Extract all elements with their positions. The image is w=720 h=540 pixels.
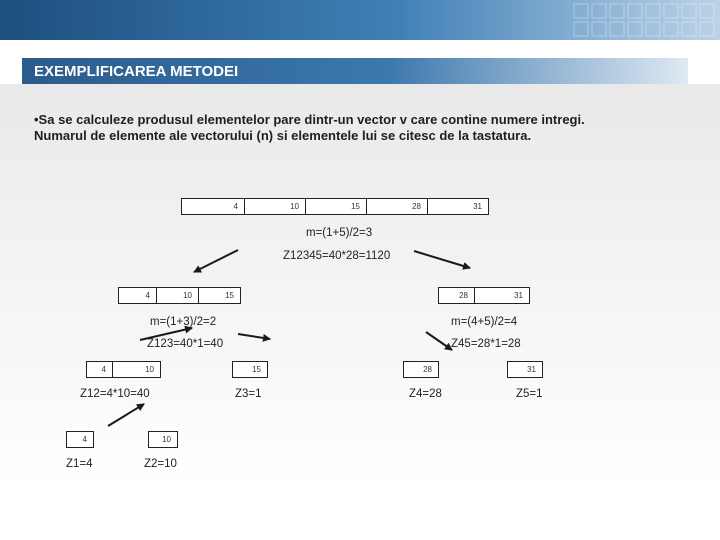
arrow-right-prod (426, 332, 452, 350)
vector-cell: 10 (244, 198, 306, 215)
vector-cell: 4 (86, 361, 113, 378)
left-product-label: Z123=40*1=40 (147, 338, 224, 350)
vector-right-left (403, 361, 439, 378)
arrow-z12 (108, 404, 144, 426)
right-product-label: Z45=28*1=28 (451, 338, 521, 350)
vector-cell: 4 (181, 198, 245, 215)
vector-cell: 15 (198, 287, 241, 304)
arrow-lr-to-left (238, 334, 270, 339)
vector-cell: 10 (112, 361, 161, 378)
vector-left-left (86, 361, 161, 378)
arrow-root-to-left (194, 250, 238, 272)
vector-left (118, 287, 241, 304)
root-midpoint-label: m=(1+5)/2=3 (306, 227, 373, 239)
vector-cell: 31 (507, 361, 543, 378)
vector-cell: 15 (305, 198, 367, 215)
z2-label: Z2=10 (144, 458, 177, 470)
vector-leaf-1 (66, 431, 94, 448)
problem-line-2: Numarul de elemente ale vectorului (n) si elementele lui se citesc de la tastatura. (34, 128, 532, 143)
vector-cell: 31 (427, 198, 489, 215)
vector-cell: 10 (156, 287, 199, 304)
vector-root (181, 198, 489, 215)
vector-cell: 28 (366, 198, 428, 215)
slide-title: EXEMPLIFICAREA METODEI (34, 63, 239, 80)
vector-cell: 4 (66, 431, 94, 448)
vector-right-right (507, 361, 543, 378)
vector-cell: 28 (403, 361, 439, 378)
left-midpoint-label: m=(1+3)/2=2 (150, 316, 217, 328)
vector-cell: 4 (118, 287, 157, 304)
problem-line-1: •Sa se calculeze produsul elementelor pare dintr-un vector v care contine numere intregi. (34, 112, 585, 127)
arrow-right-to-root (414, 251, 470, 268)
right-midpoint-label: m=(4+5)/2=4 (451, 316, 518, 328)
z12-label: Z12=4*10=40 (80, 388, 150, 400)
vector-cell: 28 (438, 287, 475, 304)
z3-label: Z3=1 (235, 388, 262, 400)
z1-label: Z1=4 (66, 458, 93, 470)
vector-left-right (232, 361, 268, 378)
vector-leaf-2 (148, 431, 178, 448)
vector-cell: 15 (232, 361, 268, 378)
vector-cell: 31 (474, 287, 530, 304)
vector-cell: 10 (148, 431, 178, 448)
z4-label: Z4=28 (409, 388, 442, 400)
vector-right (438, 287, 530, 304)
z5-label: Z5=1 (516, 388, 543, 400)
root-product-label: Z12345=40*28=1120 (283, 250, 391, 262)
